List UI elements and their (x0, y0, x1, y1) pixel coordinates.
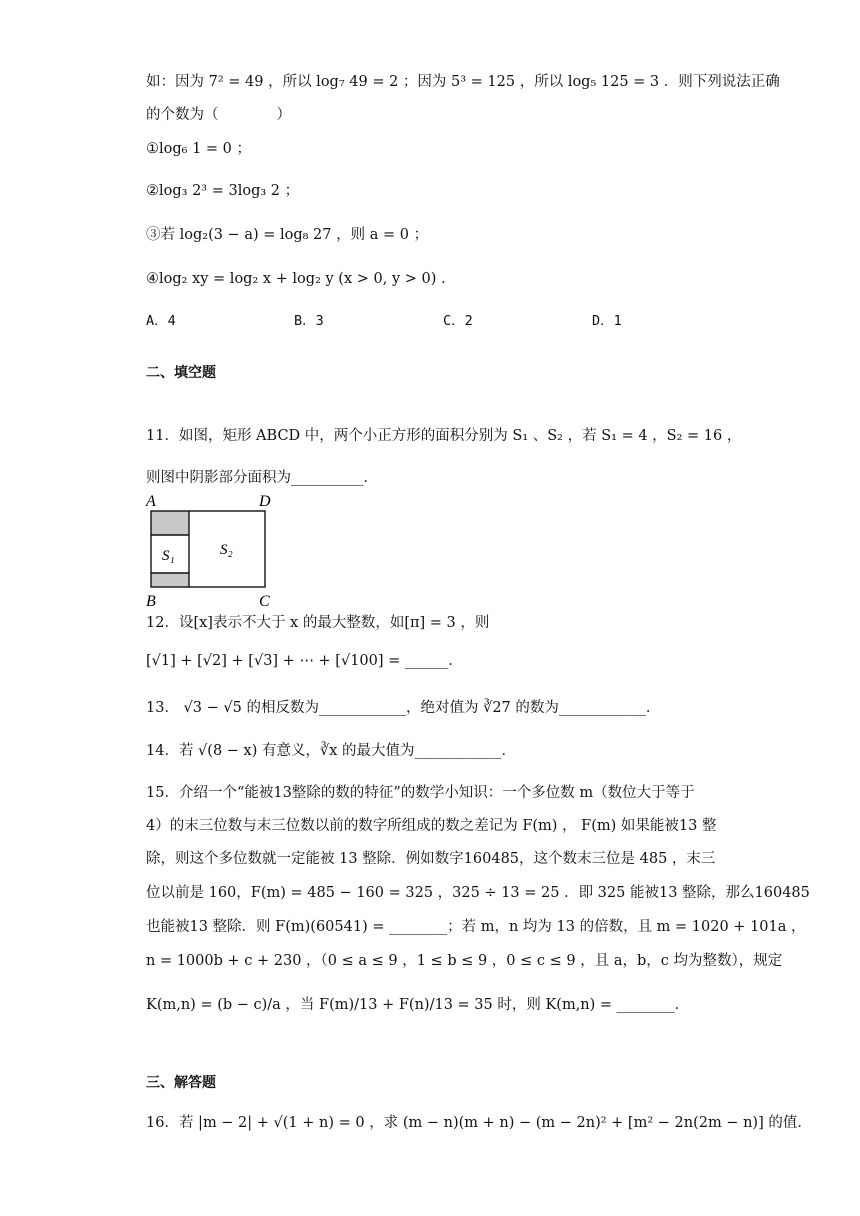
q10-statement-3: ③若 log₂(3 − a) = log₈ 27 ，则 a = 0 ； (146, 227, 429, 243)
q10-intro-line2: 的个数为（ ） (146, 107, 291, 123)
q10-statement-2: ②log₃ 2³ = 3log₃ 2 ； (146, 183, 300, 199)
q15-line4: 位以前是 160，F(m) = 485 − 160 = 325 ，325 ÷ 13 = 25 ．即 325 能被13 整除，那么160485 (146, 885, 810, 901)
q13: 13． √3 − √5 的相反数为____________，绝对值为 ∛27 的数为____________． (146, 700, 661, 716)
option-c[interactable]: C．2 (443, 313, 473, 329)
label-a: A (146, 493, 156, 510)
q12-line1: 12．设[x]表示不大于 x 的最大整数，如[π] = 3 ，则 (146, 615, 490, 631)
q15-line1: 15．介绍一个“能被13整除的数的特征”的数学小知识：一个多位数 m（数位大于等于 (146, 785, 695, 801)
option-b[interactable]: B．3 (294, 313, 324, 329)
shaded-top (151, 511, 189, 535)
section-solve-title: 三、解答题 (146, 1075, 216, 1091)
label-b: B (146, 593, 156, 610)
q12-line2: [√1] + [√2] + [√3] + ⋯ + [√100] = ______． (146, 653, 463, 669)
q10-statement-1: ①log₆ 1 = 0 ； (146, 141, 251, 157)
q10-intro-line1: 如：因为 7² = 49 ，所以 log₇ 49 = 2 ；因为 5³ = 125 ，所以 log₅ 125 = 3 ．则下列说法正确 (146, 74, 780, 90)
q11-rectangle-figure (140, 490, 280, 610)
option-a[interactable]: A．4 (146, 313, 176, 329)
section-fill-in-title: 二、填空题 (146, 365, 216, 381)
q15-line7: K(m,n) = (b − c)/a ，当 F(m)/13 + F(n)/13 = 35 时，则 K(m,n) = ________． (146, 997, 690, 1013)
q14: 14．若 √(8 − x) 有意义，∛x 的最大值为____________． (146, 743, 517, 759)
shaded-bottom (151, 573, 189, 587)
q10-options (146, 310, 746, 332)
option-d[interactable]: D．1 (592, 313, 622, 329)
label-d: D (259, 493, 271, 510)
q15-line5: 也能被13 整除．则 F(m)(60541) = ________；若 m，n 均为 13 的倍数，且 m = 1020 + 101a ， (146, 919, 806, 935)
q11-line1: 11．如图，矩形 ABCD 中，两个小正方形的面积分别为 S₁ 、S₂ ，若 S₁ = 4 ，S₂ = 16 ， (146, 428, 742, 444)
q15-line2: 4）的末三位数与末三位数以前的数字所组成的数之差记为 F(m) ， F(m) 如果能被13 整 (146, 818, 717, 834)
label-c: C (259, 593, 270, 610)
q16: 16．若 |m − 2| + √(1 + n) = 0 ，求 (m − n)(m + n) − (m − 2n)² + [m² − 2n(2m − n)] 的值． (146, 1115, 812, 1131)
q11-line2: 则图中阴影部分面积为__________． (146, 470, 378, 486)
label-s2: S₂ (220, 542, 233, 558)
q15-line3: 除，则这个多位数就一定能被 13 整除．例如数字160485，这个数末三位是 485 ，末三 (146, 851, 716, 867)
label-s1: S₁ (162, 548, 175, 564)
q15-line6: n = 1000b + c + 230 ，（0 ≤ a ≤ 9 ，1 ≤ b ≤ 9 ，0 ≤ c ≤ 9 ，且 a，b，c 均为整数），规定 (146, 953, 783, 969)
q10-statement-4: ④log₂ xy = log₂ x + log₂ y (x > 0, y > 0) . (146, 271, 446, 287)
